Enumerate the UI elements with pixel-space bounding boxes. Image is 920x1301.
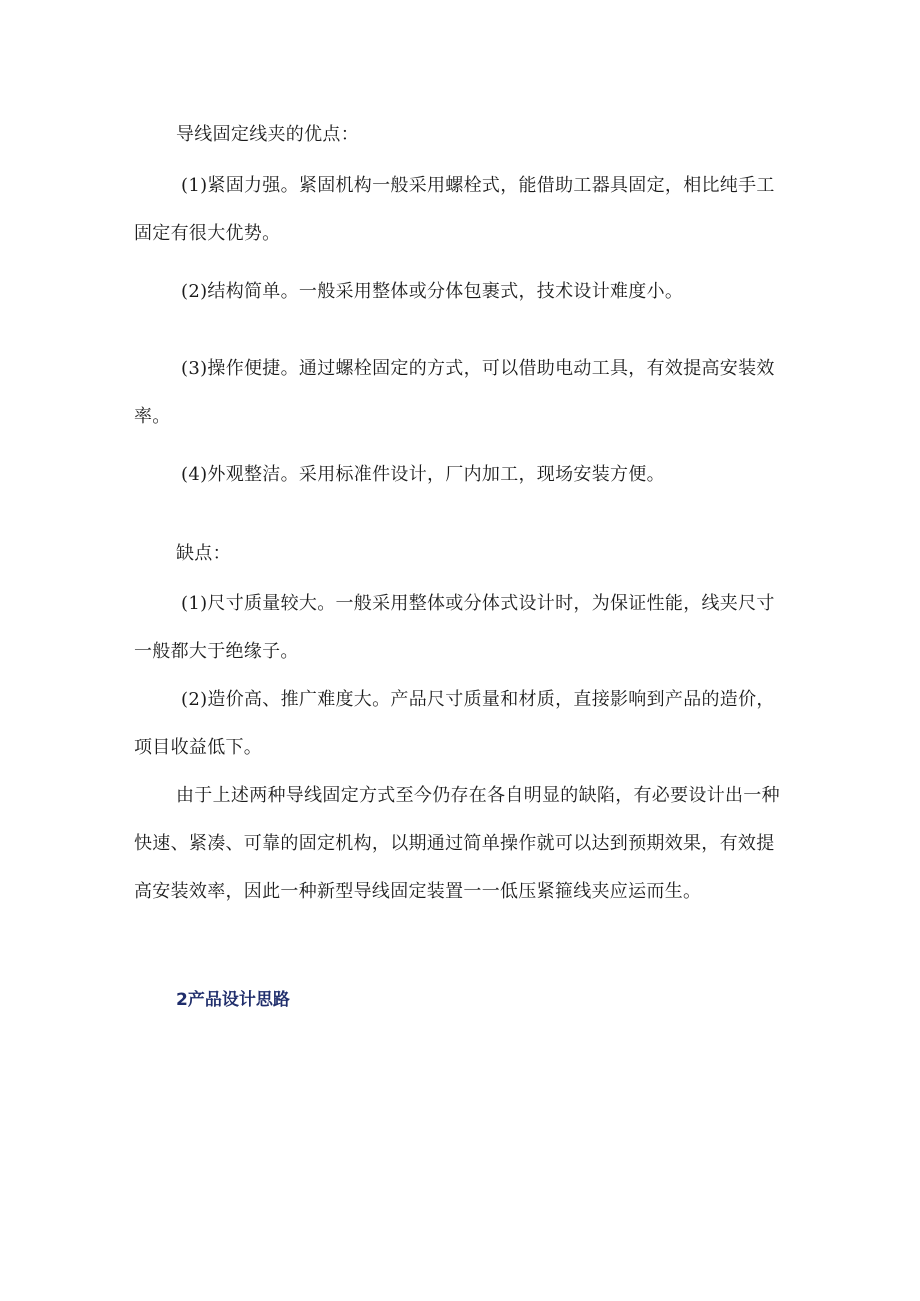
disadvantages-heading: 缺点：: [176, 543, 231, 564]
section-heading: 2产品设计思路: [176, 990, 290, 1010]
advantage-1-line-2: 固定有很大优势。: [134, 223, 281, 244]
disadvantage-1-line-1: (1)尺寸质量较大。一般采用整体或分体式设计时，为保证性能，线夹尺寸: [181, 593, 775, 614]
conclusion-line-1: 由于上述两种导线固定方式至今仍存在各自明显的缺陷，有必要设计出一种: [176, 785, 780, 806]
advantage-2-line-1: (2)结构简单。一般采用整体或分体包裹式，技术设计难度小。: [181, 281, 684, 302]
advantage-3-line-1: (3)操作便捷。通过螺栓固定的方式，可以借助电动工具，有效提高安装效: [181, 358, 775, 379]
disadvantage-1-line-2: 一般都大于绝缘子。: [134, 641, 299, 662]
advantage-4-line-1: (4)外观整洁。采用标准件设计，厂内加工，现场安装方便。: [181, 464, 665, 485]
conclusion-line-2: 快速、紧凑、可靠的固定机构，以期通过简单操作就可以达到预期效果，有效提: [134, 833, 775, 854]
advantage-1-line-1: (1)紧固力强。紧固机构一般采用螺栓式，能借助工器具固定，相比纯手工: [181, 175, 775, 196]
disadvantage-2-line-1: (2)造价高、推广难度大。产品尺寸质量和材质，直接影响到产品的造价，: [181, 689, 775, 710]
advantages-heading: 导线固定线夹的优点：: [176, 124, 359, 145]
advantage-3-line-2: 率。: [134, 406, 171, 427]
conclusion-line-3: 高安装效率，因此一种新型导线固定装置一一低压紧箍线夹应运而生。: [134, 881, 702, 902]
disadvantage-2-line-2: 项目收益低下。: [134, 737, 263, 758]
